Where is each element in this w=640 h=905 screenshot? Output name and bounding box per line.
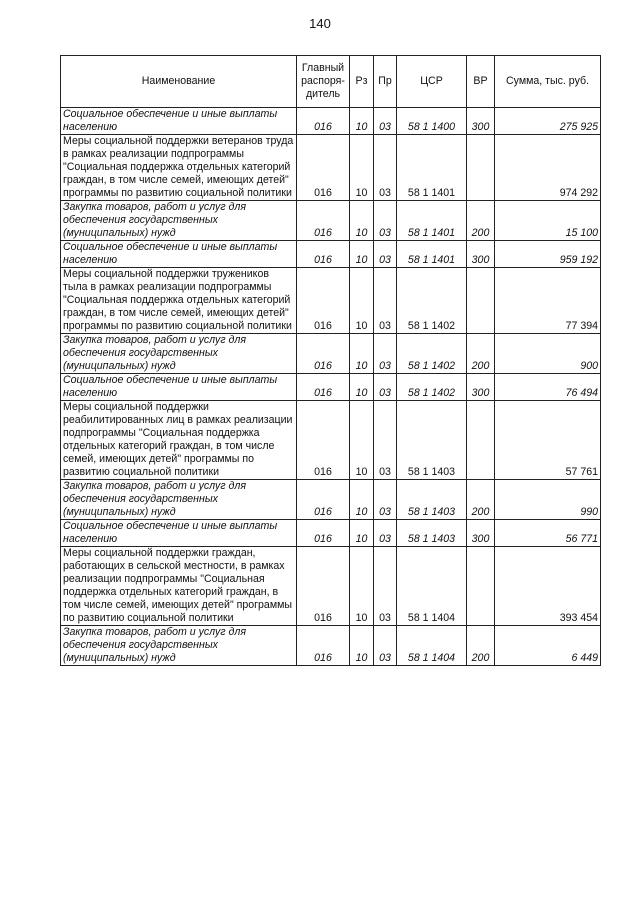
table-row [61,626,601,666]
table-row [61,547,601,626]
cell-grbs: 016 [297,480,350,520]
cell-sum: 56 771 [495,520,601,547]
cell-name: Меры социальной поддержки тружеников тыла в рамках реализации подпрограммы "Социальная поддержка отдельных категорий граждан, в том числе семей, имеющих детей" программы по развитию социальной политики [61,268,297,334]
cell-csr: 58 1 1402 [397,374,467,401]
cell-pr: 03 [374,480,397,520]
cell-csr: 58 1 1403 [397,520,467,547]
cell-csr: 58 1 1401 [397,135,467,201]
table-row [61,135,601,201]
cell-pr: 03 [374,135,397,201]
table-header-row [61,56,601,108]
cell-vr: 200 [467,334,495,374]
cell-pr: 03 [374,334,397,374]
table-row [61,108,601,135]
cell-rz: 10 [350,480,374,520]
cell-vr [467,268,495,334]
cell-name: Закупка товаров, работ и услуг для обеспечения государственных (муниципальных) нужд [61,334,297,374]
cell-sum: 900 [495,334,601,374]
cell-pr: 03 [374,241,397,268]
cell-vr: 200 [467,201,495,241]
cell-sum: 15 100 [495,201,601,241]
cell-name: Меры социальной поддержки ветеранов труда в рамках реализации подпрограммы "Социальная поддержка отдельных категорий граждан, в том числе семей, имеющих детей" программы по развитию социальной политики [61,135,297,201]
cell-sum: 393 454 [495,547,601,626]
cell-vr: 300 [467,520,495,547]
cell-pr: 03 [374,108,397,135]
cell-pr: 03 [374,374,397,401]
cell-grbs: 016 [297,135,350,201]
cell-pr: 03 [374,201,397,241]
cell-grbs: 016 [297,241,350,268]
cell-rz: 10 [350,268,374,334]
table-row [61,201,601,241]
cell-rz: 10 [350,201,374,241]
header-csr: ЦСР [397,56,467,108]
table-row [61,268,601,334]
cell-csr: 58 1 1404 [397,547,467,626]
table-body [61,108,601,666]
header-pr: Пр [374,56,397,108]
cell-sum: 990 [495,480,601,520]
cell-vr: 300 [467,108,495,135]
cell-sum: 76 494 [495,374,601,401]
cell-name: Социальное обеспечение и иные выплаты населению [61,108,297,135]
cell-vr: 200 [467,626,495,666]
cell-name: Закупка товаров, работ и услуг для обеспечения государственных (муниципальных) нужд [61,480,297,520]
cell-csr: 58 1 1403 [397,401,467,480]
cell-name: Социальное обеспечение и иные выплаты населению [61,520,297,547]
cell-sum: 6 449 [495,626,601,666]
cell-name: Социальное обеспечение и иные выплаты населению [61,241,297,268]
table-row [61,401,601,480]
table-row [61,374,601,401]
cell-sum: 57 761 [495,401,601,480]
cell-csr: 58 1 1401 [397,241,467,268]
cell-grbs: 016 [297,520,350,547]
cell-grbs: 016 [297,268,350,334]
cell-rz: 10 [350,547,374,626]
cell-sum: 77 394 [495,268,601,334]
table-row [61,241,601,268]
cell-grbs: 016 [297,547,350,626]
page-number: 140 [309,16,331,31]
header-grbs: Главный распоря-дитель [297,56,350,108]
cell-vr: 300 [467,374,495,401]
cell-rz: 10 [350,108,374,135]
cell-name: Закупка товаров, работ и услуг для обеспечения государственных (муниципальных) нужд [61,201,297,241]
cell-vr: 200 [467,480,495,520]
cell-name: Меры социальной поддержки реабилитированных лиц в рамках реализации подпрограммы "Социальная поддержка отдельных категорий граждан, в том числе семей, имеющих детей" программы по развитию социальной политики [61,401,297,480]
cell-rz: 10 [350,374,374,401]
cell-vr [467,135,495,201]
cell-grbs: 016 [297,626,350,666]
table-row [61,520,601,547]
cell-rz: 10 [350,334,374,374]
cell-csr: 58 1 1401 [397,201,467,241]
cell-vr [467,547,495,626]
cell-csr: 58 1 1402 [397,268,467,334]
cell-grbs: 016 [297,374,350,401]
cell-pr: 03 [374,268,397,334]
cell-grbs: 016 [297,401,350,480]
cell-sum: 275 925 [495,108,601,135]
cell-name: Социальное обеспечение и иные выплаты населению [61,374,297,401]
cell-rz: 10 [350,241,374,268]
cell-grbs: 016 [297,201,350,241]
cell-csr: 58 1 1403 [397,480,467,520]
cell-sum: 974 292 [495,135,601,201]
cell-pr: 03 [374,520,397,547]
cell-pr: 03 [374,401,397,480]
budget-table [60,55,601,666]
header-rz: Рз [350,56,374,108]
cell-rz: 10 [350,135,374,201]
cell-csr: 58 1 1402 [397,334,467,374]
cell-csr: 58 1 1404 [397,626,467,666]
cell-csr: 58 1 1400 [397,108,467,135]
cell-name: Меры социальной поддержки граждан, работающих в сельской местности, в рамках реализации подпрограммы "Социальная поддержка отдельных категорий граждан, в том числе семей, имеющих детей" программы по развитию социальной политики [61,547,297,626]
header-name: Наименование [61,56,297,108]
table-row [61,334,601,374]
cell-vr [467,401,495,480]
table-row [61,480,601,520]
header-vr: ВР [467,56,495,108]
cell-pr: 03 [374,626,397,666]
header-sum: Сумма, тыс. руб. [495,56,601,108]
cell-vr: 300 [467,241,495,268]
cell-rz: 10 [350,401,374,480]
cell-pr: 03 [374,547,397,626]
cell-rz: 10 [350,520,374,547]
cell-sum: 959 192 [495,241,601,268]
cell-grbs: 016 [297,108,350,135]
cell-grbs: 016 [297,334,350,374]
cell-name: Закупка товаров, работ и услуг для обеспечения государственных (муниципальных) нужд [61,626,297,666]
cell-rz: 10 [350,626,374,666]
